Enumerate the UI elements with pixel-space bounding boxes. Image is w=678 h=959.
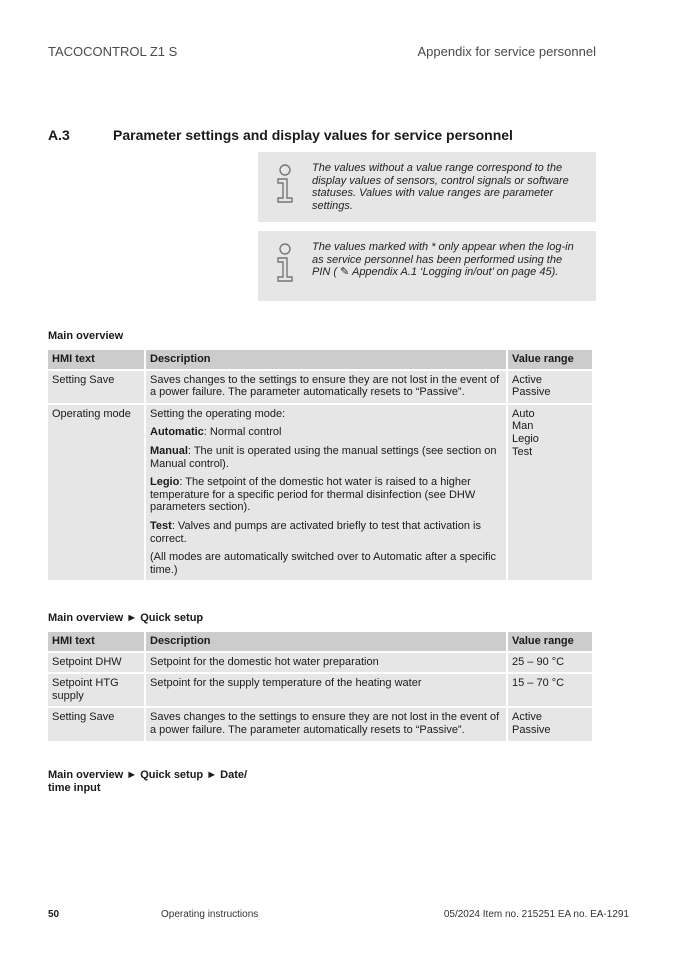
column-header-description: Description (146, 350, 506, 369)
description-cell: Saves changes to the settings to ensure they are not lost in the event of a power failure. The parameter automatically resets to “Passive”. (146, 708, 506, 740)
header-product-name: TACOCONTROL Z1 S (48, 44, 178, 59)
mode-note: (All modes are automatically switched over to Automatic after a specific time.) (150, 551, 497, 576)
caption-main-overview: Main overview (48, 330, 124, 342)
section-title: Parameter settings and display values for service personnel (113, 127, 513, 143)
value-range-cell (508, 708, 592, 740)
info-icon (274, 243, 296, 283)
table-header-row (48, 632, 592, 651)
header-chapter-title: Appendix for service personnel (417, 44, 596, 59)
description-cell (146, 405, 506, 581)
info-note-service-login (258, 231, 596, 301)
description-cell: Saves changes to the settings to ensure they are not lost in the event of a power failure. The parameter automatically resets to “Passive”. (146, 371, 506, 403)
hmi-cell: Setting Save (48, 371, 144, 403)
footer-page-number: 50 (48, 909, 60, 920)
value-option: Active (512, 373, 542, 386)
value-range-cell: 25 – 90 °C (508, 653, 592, 673)
hmi-cell: Setpoint DHW (48, 653, 144, 673)
quick-setup-table (46, 630, 594, 743)
caption-quick-setup: Main overview ► Quick setup (48, 612, 204, 624)
mode-automatic: Automatic: Normal control (150, 426, 282, 439)
table-row (48, 674, 592, 706)
table-row (48, 371, 592, 403)
description-intro: Setting the operating mode: (150, 407, 286, 420)
column-header-hmi: HMI text (48, 632, 144, 651)
description-cell: Setpoint for the supply temperature of the heating water (146, 674, 506, 706)
value-option: Auto (512, 407, 535, 420)
info-icon (274, 164, 296, 204)
column-header-value-range: Value range (508, 632, 592, 651)
table-row (48, 405, 592, 581)
hmi-cell: Setting Save (48, 708, 144, 740)
column-header-description: Description (146, 632, 506, 651)
value-option: Active (512, 711, 542, 724)
value-option: Passive (512, 723, 551, 736)
value-range-cell (508, 371, 592, 403)
footer-item-number: 05/2024 Item no. 215251 EA no. EA-1291 (443, 909, 629, 920)
mode-legio: Legio: The setpoint of the domestic hot water is raised to a higher temperature for a specific period for thermal disinfection (see DHW parameters section). (150, 476, 476, 514)
column-header-hmi: HMI text (48, 350, 144, 369)
footer-document-type: Operating instructions (161, 909, 259, 920)
hmi-cell: Operating mode (48, 405, 144, 581)
mode-test: Test: Valves and pumps are activated briefly to test that activation is correct. (150, 519, 481, 545)
info-note-text: The values marked with * only appear when the log-in as service personnel has been performed using the PIN ( ✎ Appendix A.1 ‘Logging in/out’ on page 45). (312, 241, 574, 279)
section-number: A.3 (48, 127, 70, 143)
value-option: Legio (512, 432, 539, 445)
value-range-cell (508, 405, 592, 581)
mode-manual: Manual: The unit is operated using the manual settings (see section on Manual control). (150, 444, 497, 470)
main-overview-table (46, 348, 594, 582)
info-note-text: The values without a value range correspond to the display values of sensors, control signals or software statuses. Values with value ranges are parameter settings. (312, 162, 569, 212)
value-range-cell: 15 – 70 °C (508, 674, 592, 706)
description-cell: Setpoint for the domestic hot water preparation (146, 653, 506, 673)
table-row (48, 708, 592, 740)
value-option: Man (512, 420, 534, 433)
value-option: Passive (512, 386, 551, 399)
hmi-cell: Setpoint HTG supply (48, 674, 144, 706)
table-row (48, 653, 592, 673)
value-option: Test (512, 445, 533, 458)
info-note-value-ranges (258, 152, 596, 222)
caption-date-time: Main overview ► Quick setup ► Date/ time input (48, 769, 248, 794)
table-header-row (48, 350, 592, 369)
column-header-value-range: Value range (508, 350, 592, 369)
